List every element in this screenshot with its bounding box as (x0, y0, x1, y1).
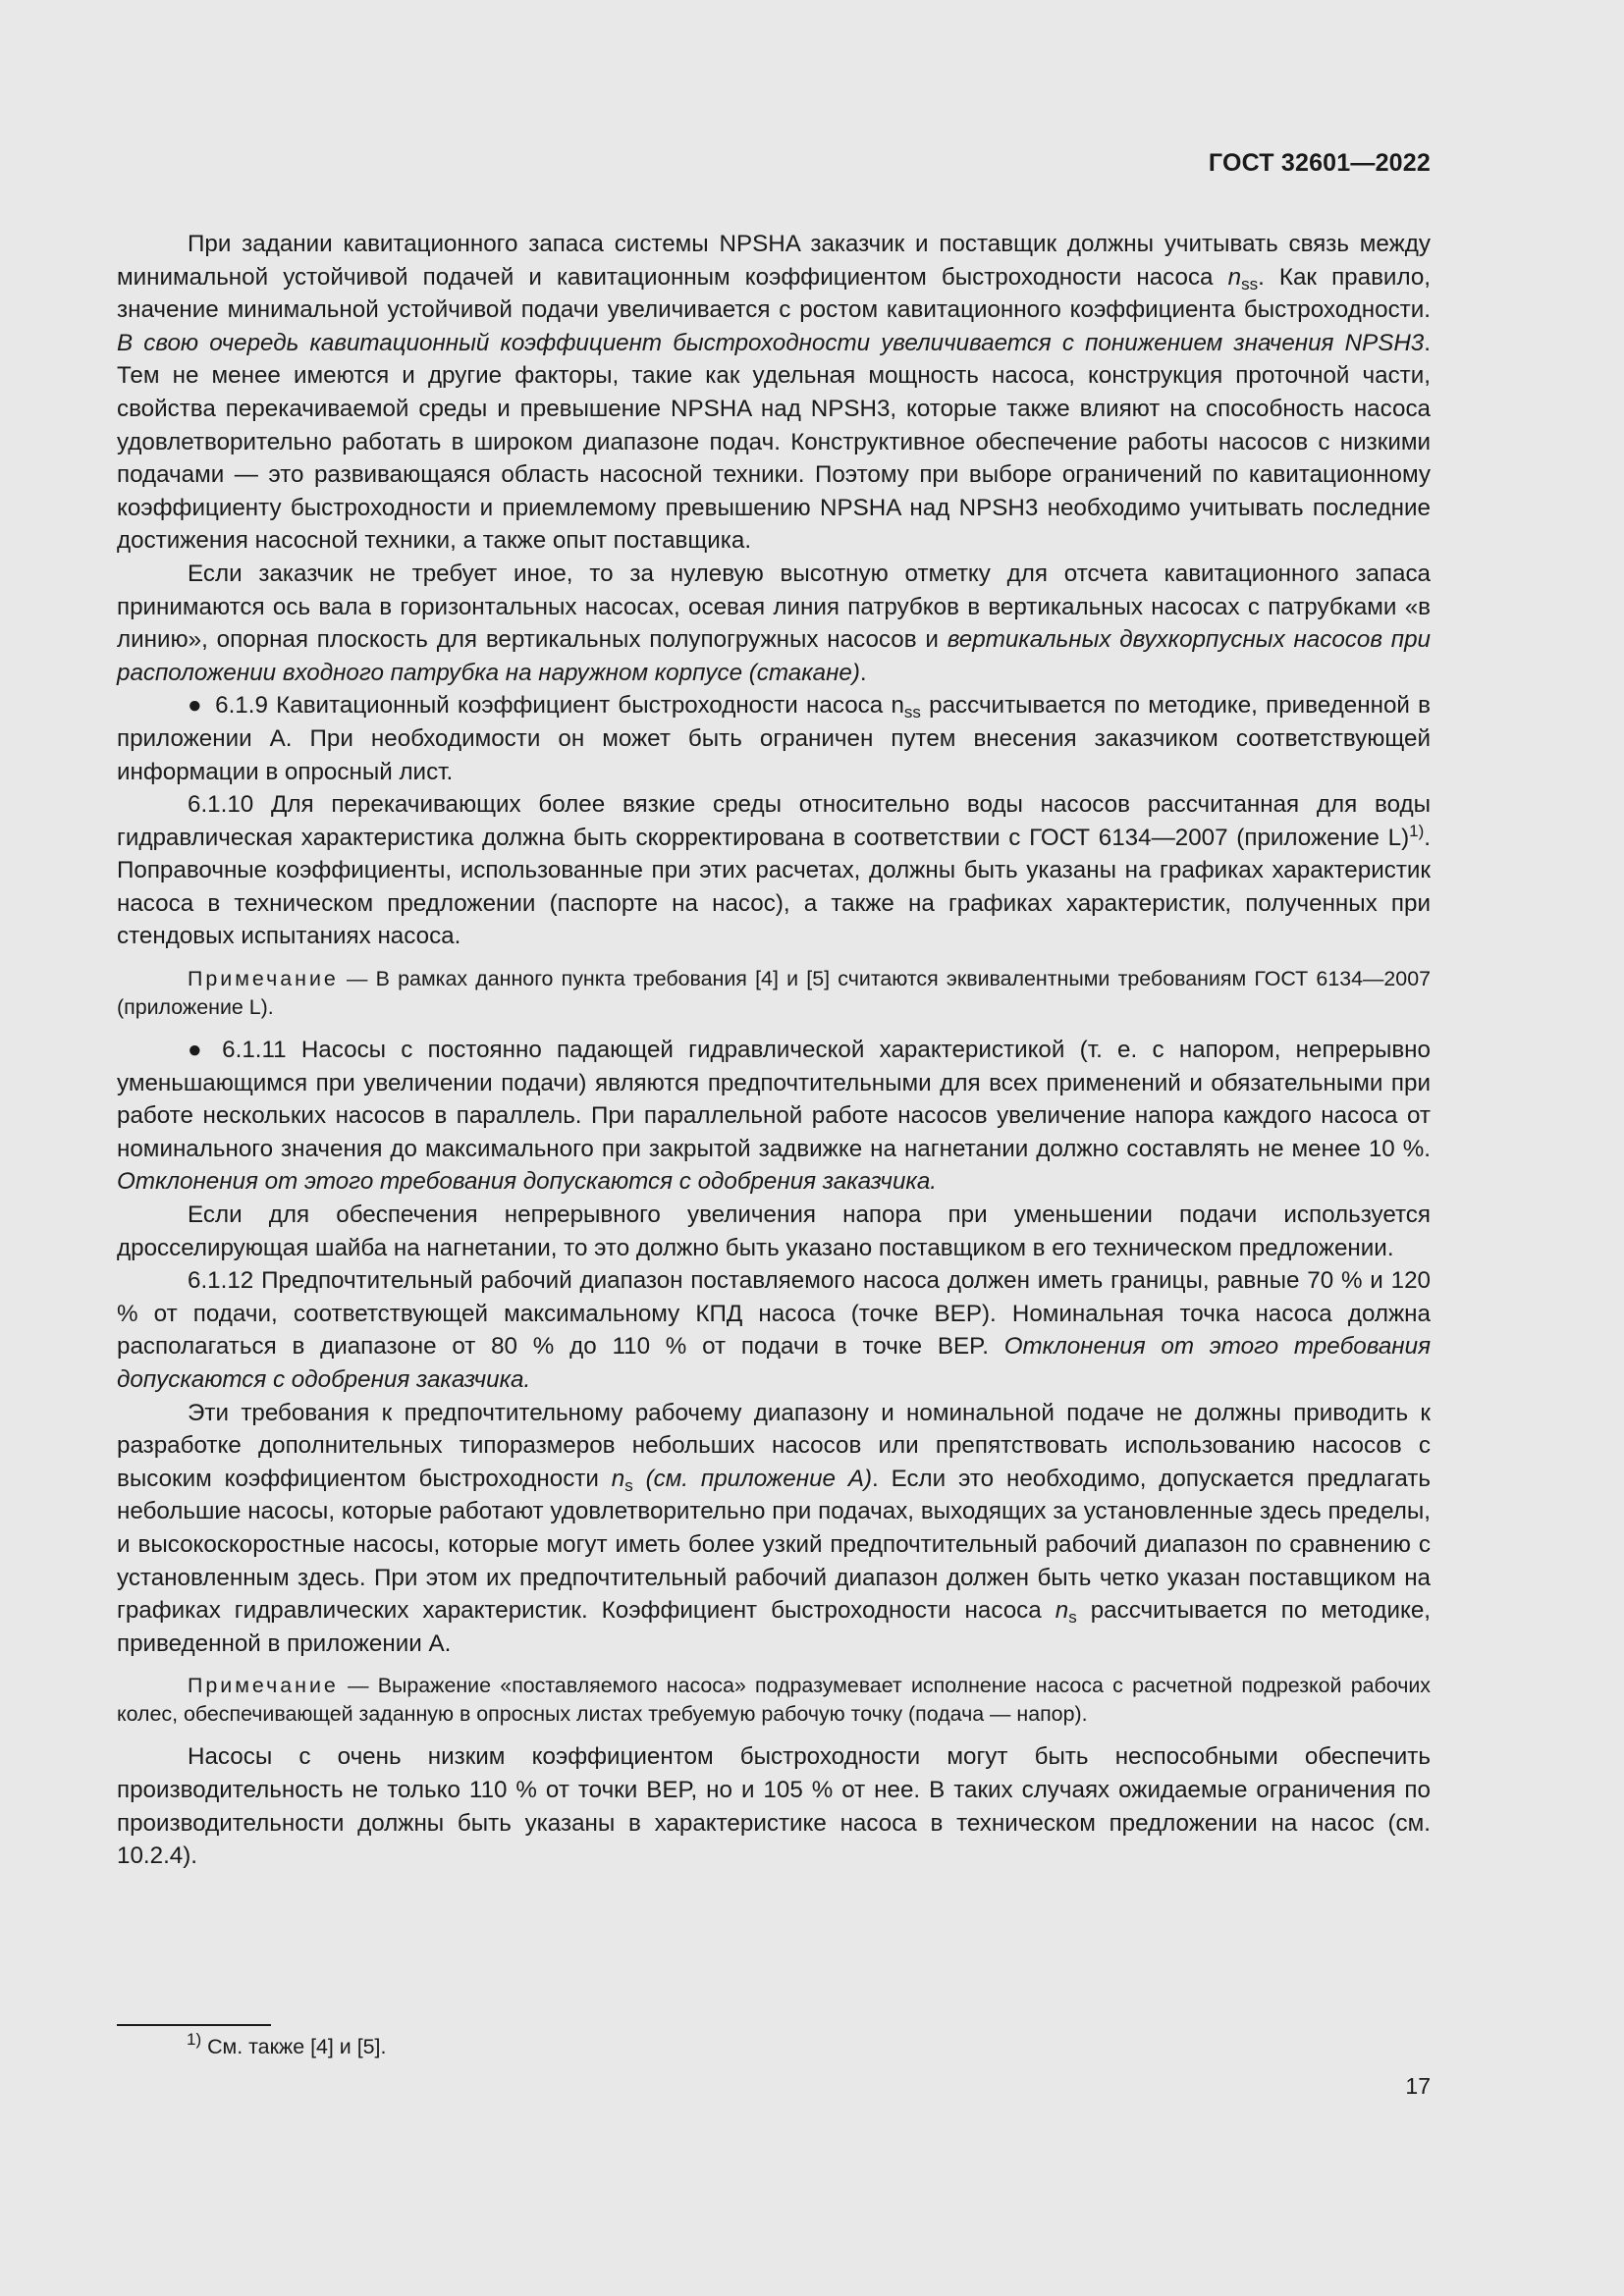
bullet-marker: ● (188, 1037, 211, 1064)
footnote-mark: 1) (187, 2030, 202, 2049)
paragraph-throttle: Если для обеспечения непрерывного увеличения напора при уменьшении подачи используется дросселирующая шайба на нагнетании, то это должно быть указано поставщиком в его техническом предложении. (117, 1201, 1431, 1261)
paragraph-6-1-10: 6.1.10 Для перекачивающих более вязкие среды относительно воды насосов рассчитанная для воды гидравлическая характеристика должна быть скорректирована в соответствии с ГОСТ 6134—2007 (приложение L)$^{1)}$. Поправочные коэффициенты, использованные при этих расчетах, должны быть указаны на графиках характеристик насоса в техническом предложении (паспорте на насос), а также на графиках характеристик, полученных при стендовых испытаниях насоса. (117, 791, 1431, 950)
page-number: 17 (1405, 2073, 1431, 2099)
note-1: Примечание — В рамках данного пункта требования [4] и [5] считаются эквивалентными требованиям ГОСТ 6134—2007 (приложение L). (117, 967, 1431, 1020)
paragraph-npsha: При задании кавитационного запаса системы NPSHA заказчик и поставщик должны учитывать связь между минимальной устойчивой подачей и кавитационным коэффициентом быстроходности насоса $n_{ss}$. Как правило, значение минимальной устойчивой подачи увеличивается с ростом кавитационного коэффициента быстроходности. В свою очередь кавитационный коэффициент быстроходности увеличивается с понижением значения NPSH3. Тем не менее имеются и другие факторы, такие как удельная мощность насоса, конструкция проточной части, свойства перекачиваемой среды и превышение NPSHA над NPSH3, которые также влияют на способность насоса удовлетворительно работать в широком диапазоне подач. Конструктивное обеспечение работы насосов с низкими подачами — это развивающаяся область насосной техники. Поэтому при выборе ограничений по кавитационному коэффициенту быстроходности и приемлемому превышению NPSHA над NPSH3 необходимо учитывать последние достижения насосной техники, а также опыт поставщика. (117, 231, 1431, 555)
footnote-divider (117, 2024, 271, 2026)
footnote-text: См. также [4] и [5]. (207, 2035, 387, 2058)
paragraph-6-1-9: ● 6.1.9 Кавитационный коэффициент быстроходности насоса $n_{ss}$ рассчитывается по методике, приведенной в приложении А. При необходимости он может быть ограничен путем внесения заказчиком соответствующей информации в опросный лист. (117, 692, 1431, 785)
note-label: Примечание (188, 967, 339, 991)
footnote (187, 2032, 386, 2061)
paragraph-6-1-12: 6.1.12 Предпочтительный рабочий диапазон поставляемого насоса должен иметь границы, равные 70 % и 120 % от подачи, соответствующей максимальному КПД насоса (точке BEP). Номинальная точка насоса должна располагаться в диапазоне от 80 % до 110 % от подачи в точке BEP. Отклонения от этого требования допускаются с одобрения заказчика. (117, 1267, 1431, 1393)
paragraph-requirements: Эти требования к предпочтительному рабочему диапазону и номинальной подаче не должны приводить к разработке дополнительных типоразмеров небольших насосов или препятствовать использованию насосов с высоким коэффициентом быстроходности $n_s$ (см. приложение А). Если это необходимо, допускается предлагать небольшие насосы, которые работают удовлетворительно при подачах, выходящих за установленные здесь пределы, и высокоскоростные насосы, которые могут иметь более узкий предпочтительный рабочий диапазон по сравнению с установленным здесь. При этом их предпочтительный рабочий диапазон должен быть четко указан поставщиком на графиках гидравлических характеристик. Коэффициент быстроходности насоса $n_s$ рассчитывается по методике, приведенной в приложении А. (117, 1399, 1432, 1657)
standard-header: ГОСТ 32601—2022 (1208, 149, 1431, 177)
note-label: Примечание (188, 1674, 339, 1698)
paragraph-zero-mark: Если заказчик не требует иное, то за нулевую высотную отметку для отсчета кавитационного запаса принимаются ось вала в горизонтальных насосах, осевая линия патрубков в вертикальных насосах с патрубками «в линию», опорная плоскость для вертикальных полупогружных насосов и вертикальных двухкорпусных насосов при расположении входного патрубка на наружном корпусе (стакане). (117, 560, 1431, 686)
bullet-marker: ● (188, 692, 204, 720)
body-text (117, 228, 1431, 1873)
footnote-ref: 1) (1409, 821, 1425, 840)
paragraph-low-speed: Насосы с очень низким коэффициентом быстроходности могут быть неспособными обеспечить производительность не только 110 % от точки BEP, но и 105 % от нее. В таких случаях ожидаемые ограничения по производительности должны быть указаны в характеристике насоса в техническом предложении на насос (см. 10.2.4). (117, 1743, 1431, 1870)
note-2: Примечание — Выражение «поставляемого насоса» подразумевает исполнение насоса с расчетной подрезкой рабочих колес, обеспечивающей заданную в опросных листах требуемую рабочую точку (подача — напор). (117, 1674, 1431, 1727)
paragraph-6-1-11: ● 6.1.11 Насосы с постоянно падающей гидравлической характеристикой (т. е. с напором, непрерывно уменьшающимся при увеличении подачи) являются предпочтительными для всех применений и обязательными при работе нескольких насосов в параллель. При параллельной работе насосов увеличение напора каждого насоса от номинального значения до максимального при закрытой задвижке на нагнетании должно составлять не менее 10 %. Отклонения от этого требования допускаются с одобрения заказчика. (117, 1037, 1431, 1196)
